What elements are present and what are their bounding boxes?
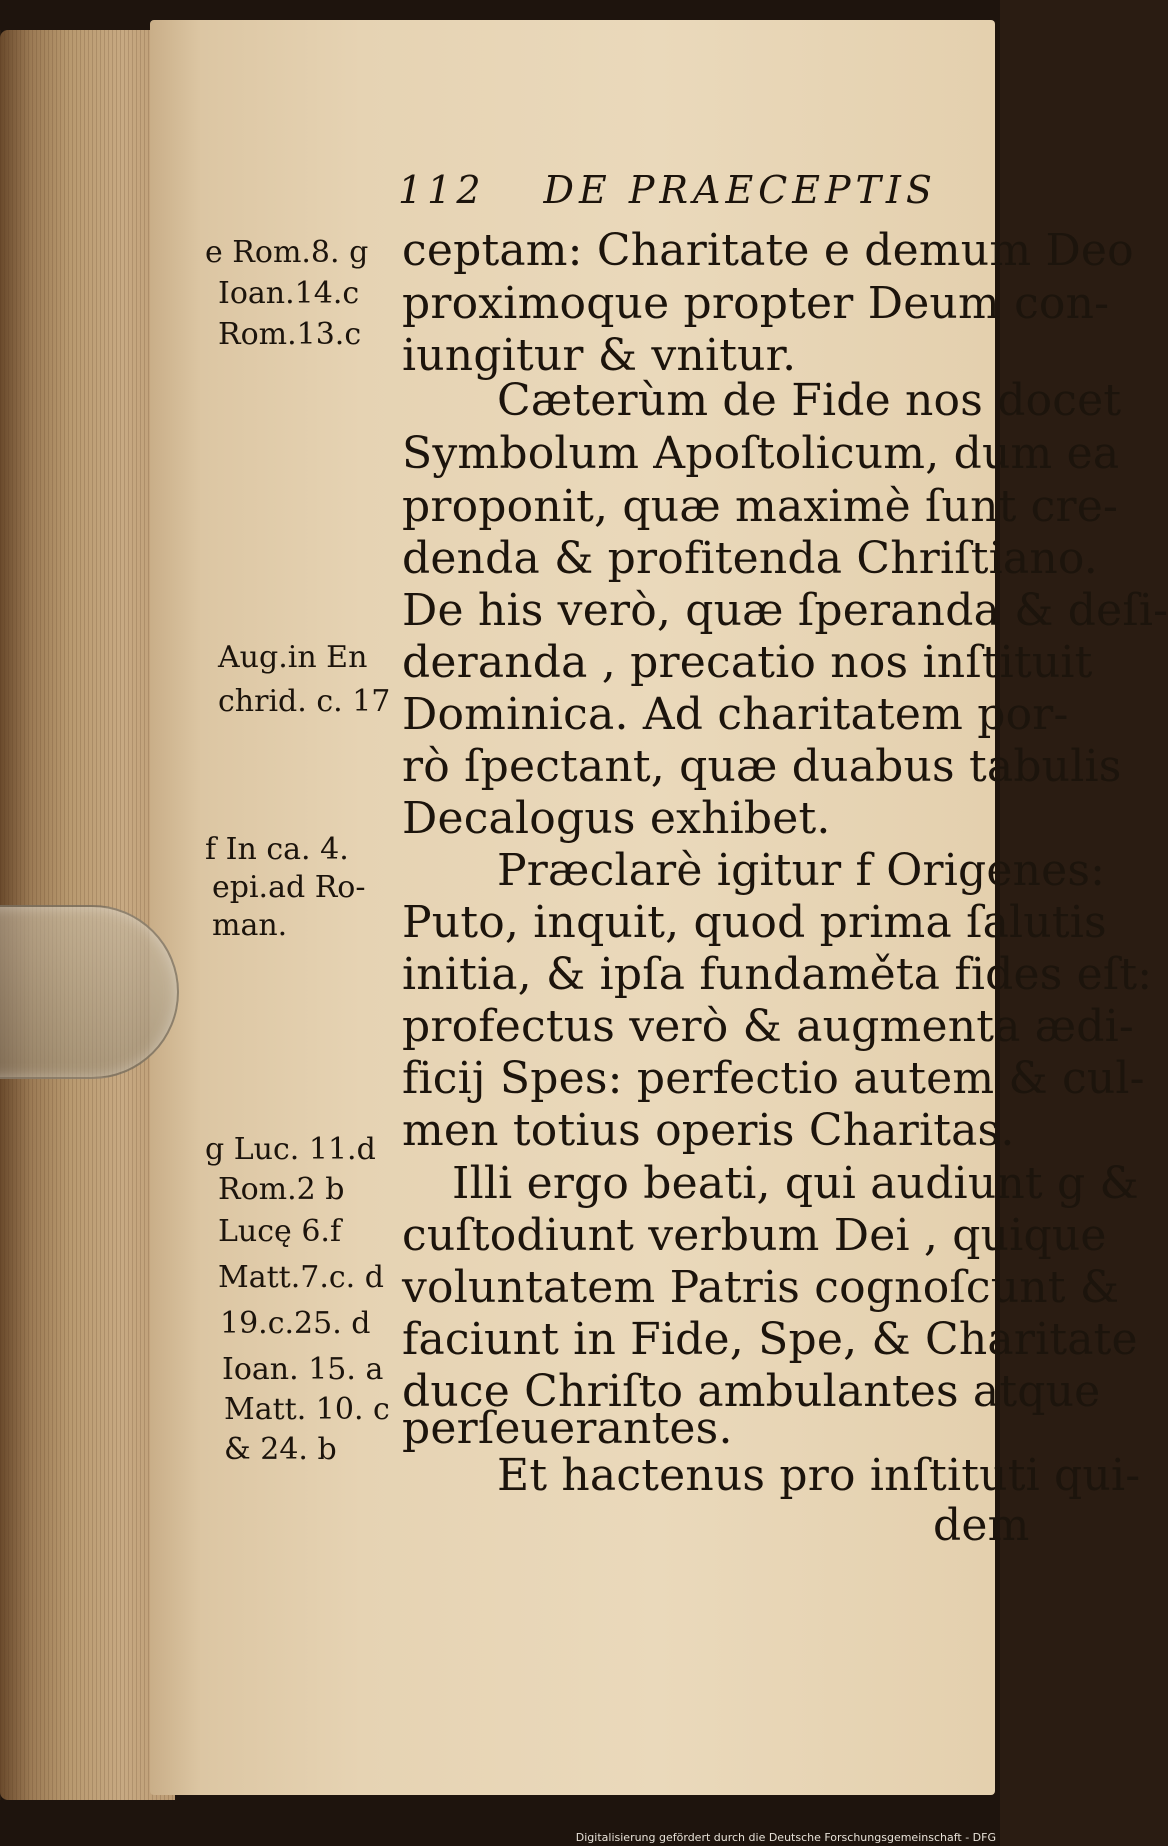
- margin-note: g Luc. 11.d: [205, 1132, 376, 1167]
- text-line: Et hactenus pro inſtituti qui-: [497, 1450, 1141, 1501]
- text-line: ceptam: Charitate e demum Deo: [402, 225, 1134, 276]
- margin-note: chrid. c. 17: [218, 684, 391, 719]
- text-line: iungitur & vnitur.: [402, 330, 797, 381]
- text-line: Dominica. Ad charitatem por-: [402, 689, 1069, 740]
- margin-note: e Rom.8. g: [205, 235, 369, 270]
- margin-note: Lucę 6.f: [218, 1214, 342, 1249]
- margin-note: man.: [212, 908, 288, 943]
- margin-note: Matt.7.c. d: [218, 1260, 384, 1295]
- margin-note: Ioan.14.c: [218, 276, 360, 311]
- page-clip: [0, 905, 179, 1079]
- margin-note: f In ca. 4.: [205, 832, 349, 867]
- text-line: profectus verò & augmenta ædi-: [402, 1001, 1134, 1052]
- margin-note: & 24. b: [224, 1432, 337, 1467]
- text-line: Symbolum Apoſtolicum, dum ea: [402, 428, 1120, 479]
- text-line: faciunt in Fide, Spe, & Charitate: [402, 1314, 1138, 1365]
- text-line: voluntatem Patris cognoſcunt &: [402, 1262, 1120, 1313]
- margin-note: Matt. 10. c: [224, 1392, 390, 1427]
- text-line: cuſtodiunt verbum Dei , quique: [402, 1210, 1107, 1261]
- text-line: Cæterùm de Fide nos docet: [497, 375, 1122, 426]
- text-line: denda & profitenda Chriſtiano.: [402, 533, 1098, 584]
- margin-note: Rom.2 b: [218, 1172, 345, 1207]
- text-line: Puto, inquit, quod prima ſalutis: [402, 897, 1107, 948]
- margin-note: Rom.13.c: [218, 317, 362, 352]
- text-line: De his verò, quæ ſperanda & deſi-: [402, 585, 1168, 636]
- text-line: dem: [933, 1500, 1030, 1551]
- text-line: ficij Spes: perfectio autem & cul-: [402, 1053, 1145, 1104]
- digitization-credit: Digitalisierung gefördert durch die Deutsche Forschungsgemeinschaft - DFG: [575, 1831, 996, 1844]
- text-line: Illi ergo beati, qui audiunt g &: [452, 1158, 1139, 1209]
- margin-note: Ioan. 15. a: [222, 1352, 384, 1387]
- margin-note: Aug.in En: [218, 640, 368, 675]
- margin-note: 19.c.25. d: [220, 1306, 371, 1341]
- text-line: initia, & ipſa fundaměta fides eſt:: [402, 949, 1153, 1000]
- text-line: Decalogus exhibet.: [402, 793, 831, 844]
- text-line: proponit, quæ maximè ſunt cre-: [402, 481, 1119, 532]
- text-line: Præclarè igitur f Origenes:: [497, 845, 1106, 896]
- margin-note: epi.ad Ro-: [212, 870, 366, 905]
- page-number: 112: [398, 168, 486, 212]
- running-title: DE PRAECEPTIS: [543, 168, 937, 212]
- text-line: rò ſpectant, quæ duabus tabulis: [402, 741, 1122, 792]
- text-line: perſeuerantes.: [402, 1403, 733, 1454]
- text-line: men totius operis Charitas.: [402, 1105, 1015, 1156]
- text-line: duce Chriſto ambulantes atque: [402, 1366, 1101, 1417]
- text-line: deranda , precatio nos inſtituit: [402, 637, 1093, 688]
- text-line: proximoque propter Deum con-: [402, 278, 1110, 329]
- running-head: [398, 168, 937, 212]
